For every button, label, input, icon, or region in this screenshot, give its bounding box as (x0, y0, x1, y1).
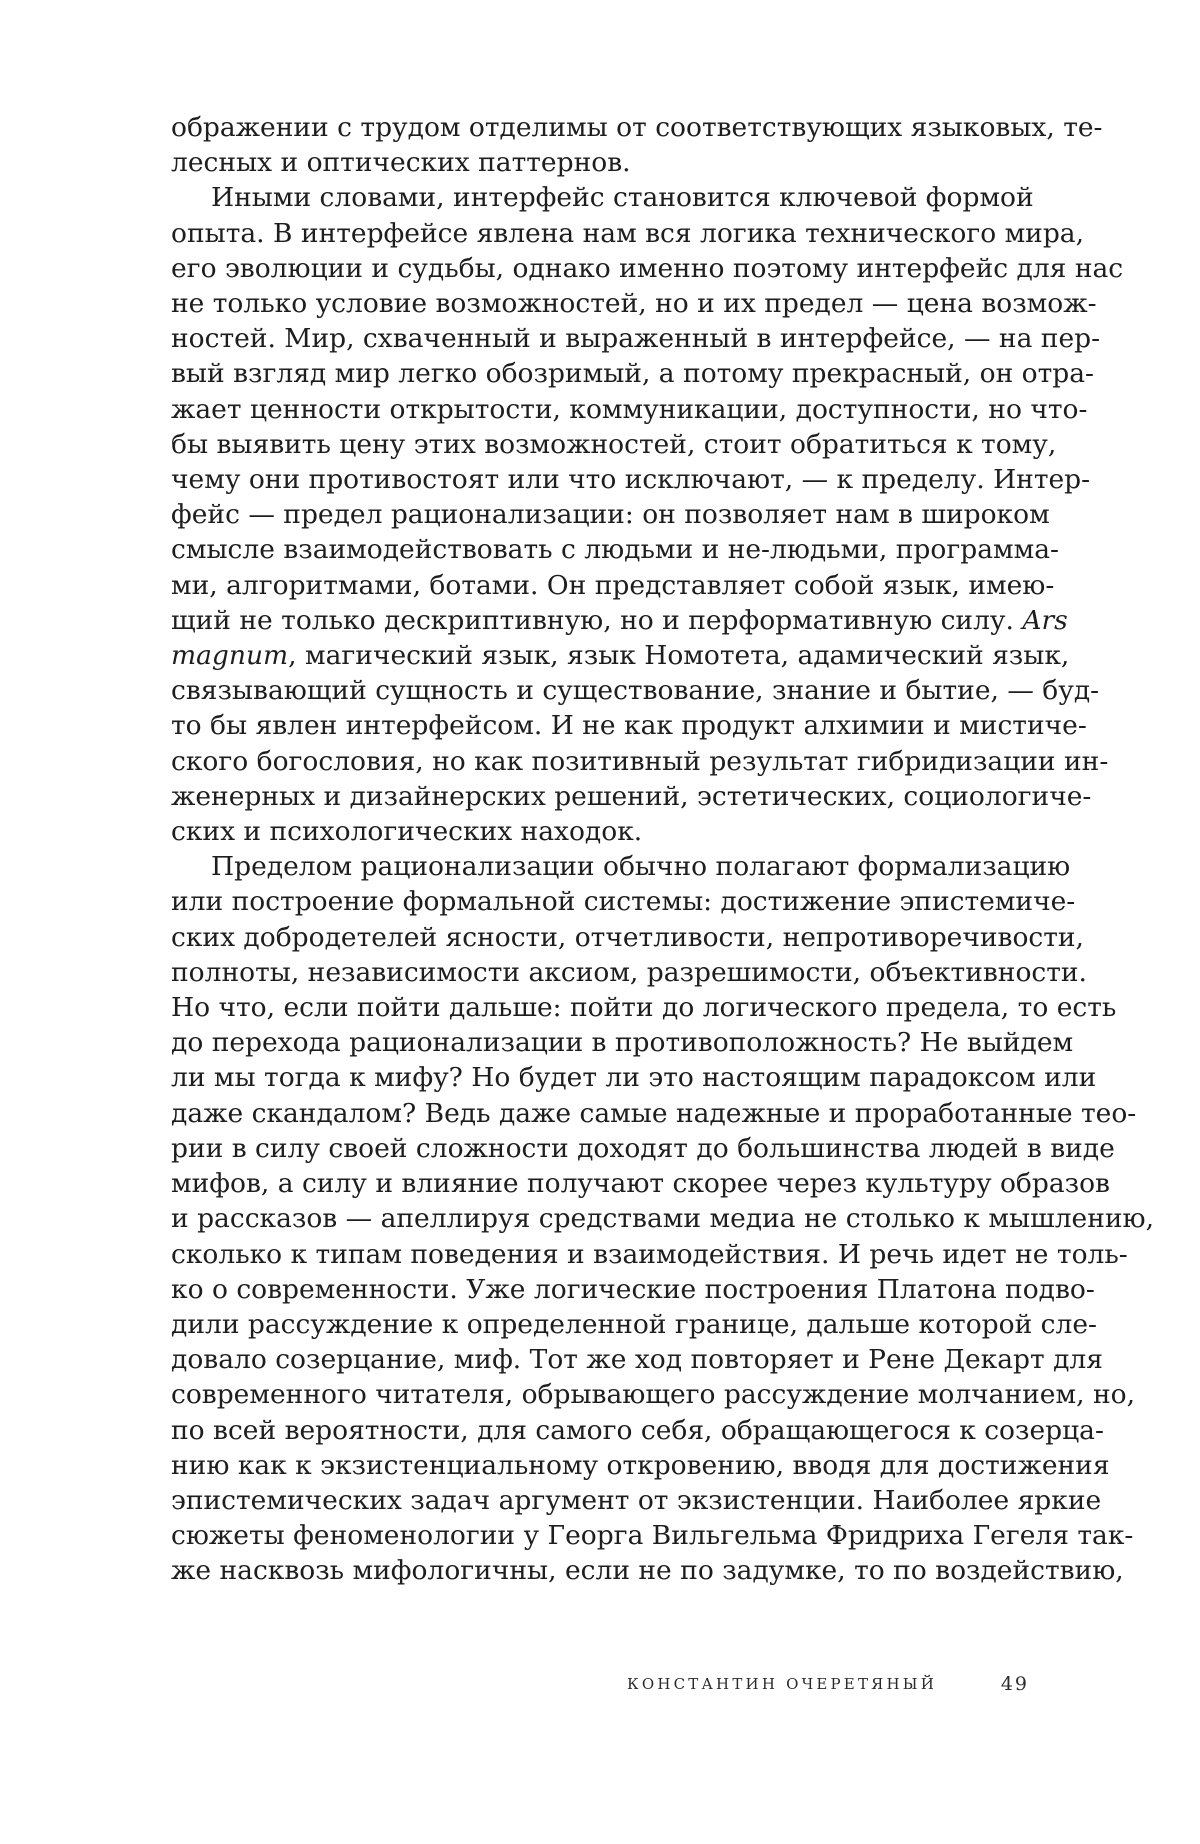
text-line: по всей вероятности, для самого себя, обращающегося к созерца- (171, 1414, 1104, 1446)
text-line: сколько к типам поведения и взаимодействия. И речь идет не толь- (171, 1238, 1128, 1270)
text-line: же насквозь мифологичны, если не по задумке, то по воздействию, (171, 1555, 1124, 1587)
text-line: эпистемических задач аргумент от экзистенции. Наиболее яркие (171, 1484, 1102, 1516)
text-line: фейс — предел рационализации: он позволяет нам в широком (171, 499, 1050, 531)
text-line: лесных и оптических паттернов. (171, 147, 631, 179)
text-line: чему они противостоят или что исключают, — к пределу. Интер- (171, 464, 1091, 496)
paragraph (171, 849, 1155, 1588)
text-line: женерных и дизайнерских решений, эстетических, социологиче- (171, 780, 1092, 812)
text-line: и рассказов — апеллируя средствами медиа не столько к мышлению, (171, 1203, 1155, 1235)
text-line: ко о современности. Уже логические построения Платона подво- (171, 1273, 1095, 1305)
text-line: ского богословия, но как позитивный результат гибридизации ин- (171, 745, 1109, 777)
text-line: ображении с трудом отделимы от соответствующих языковых, те- (171, 112, 1103, 143)
text-line: не только условие возможностей, но и их предел — цена возмож- (171, 288, 1097, 320)
text-line: бы выявить цену этих возможностей, стоит обратиться к тому, (171, 428, 1057, 460)
text-line: Но что, если пойти дальше: пойти до логического предела, то есть (171, 992, 1117, 1024)
text-line: то бы явлен интерфейсом. И не как продукт алхимии и мистиче- (171, 710, 1087, 742)
text-line: до перехода рационализации в противоположность? Не выйдем (171, 1027, 1074, 1059)
text-line: рии в силу своей сложности доходят до большинства людей в виде (171, 1132, 1115, 1164)
text-line: вый взгляд мир легко обозримый, а потому прекрасный, он отра- (171, 358, 1094, 390)
text-line: довало созерцание, миф. Тот же ход повторяет и Рене Декарт для (171, 1344, 1103, 1376)
text-line: жает ценности открытости, коммуникации, доступности, но что- (171, 393, 1088, 425)
text-line: ских добродетелей ясности, отчетливости, непротиворечивости, (171, 921, 1084, 953)
text-line: ми, алгоритмами, ботами. Он представляет собой язык, имею- (171, 569, 1055, 601)
text-line: или построение формальной системы: достижение эпистемиче- (171, 886, 1076, 918)
page-number: 49 (1000, 1673, 1029, 1695)
text-line: ностей. Мир, схваченный и выраженный в интерфейсе, — на пер- (171, 323, 1101, 355)
text-line: смысле взаимодействовать с людьми и не-людьми, программа- (171, 534, 1059, 566)
text-line: его эволюции и судьбы, однако именно поэтому интерфейс для нас (171, 252, 1124, 284)
text-line: современного читателя, обрывающего рассуждение молчанием, но, (171, 1379, 1135, 1411)
text-line: дили рассуждение к определенной границе, дальше которой сле- (171, 1308, 1097, 1340)
text-line: magnum, магический язык, язык Номотета, адамический язык, (171, 640, 1070, 672)
paragraph (171, 180, 1124, 849)
text-line: сюжеты феноменологии у Георга Вильгельма Фридриха Гегеля так- (171, 1520, 1134, 1552)
italic-term: Ars (1022, 604, 1068, 636)
text-line: Иными словами, интерфейс становится ключевой формой (211, 182, 1034, 214)
text-line: даже скандалом? Ведь даже самые надежные и проработанные тео- (171, 1097, 1137, 1129)
running-head-author: КОНСТАНТИН ОЧЕРЕТЯНЫЙ (627, 1675, 937, 1693)
text-line: нию как к экзистенциальному откровению, вводя для достижения (171, 1449, 1110, 1481)
text-line: ских и психологических находок. (171, 816, 643, 848)
text-line: опыта. В интерфейсе явлена нам вся логика технического мира, (171, 217, 1085, 249)
body-text (171, 110, 1155, 1589)
text-line: мифов, а силу и влияние получают скорее через культуру образов (171, 1168, 1110, 1200)
text-line: Пределом рационализации обычно полагают формализацию (211, 851, 1071, 883)
text-line: полноты, независимости аксиом, разрешимости, объективности. (171, 956, 1087, 988)
page-footer (171, 1669, 1029, 1699)
text-line: щий не только дескриптивную, но и перформативную силу. Ars (171, 604, 1068, 636)
text-line: ли мы тогда к мифу? Но будет ли это настоящим парадоксом или (171, 1062, 1097, 1094)
paragraph (171, 110, 1103, 180)
text-line: связывающий сущность и существование, знание и бытие, — буд- (171, 675, 1100, 707)
italic-term: magnum (171, 640, 289, 672)
